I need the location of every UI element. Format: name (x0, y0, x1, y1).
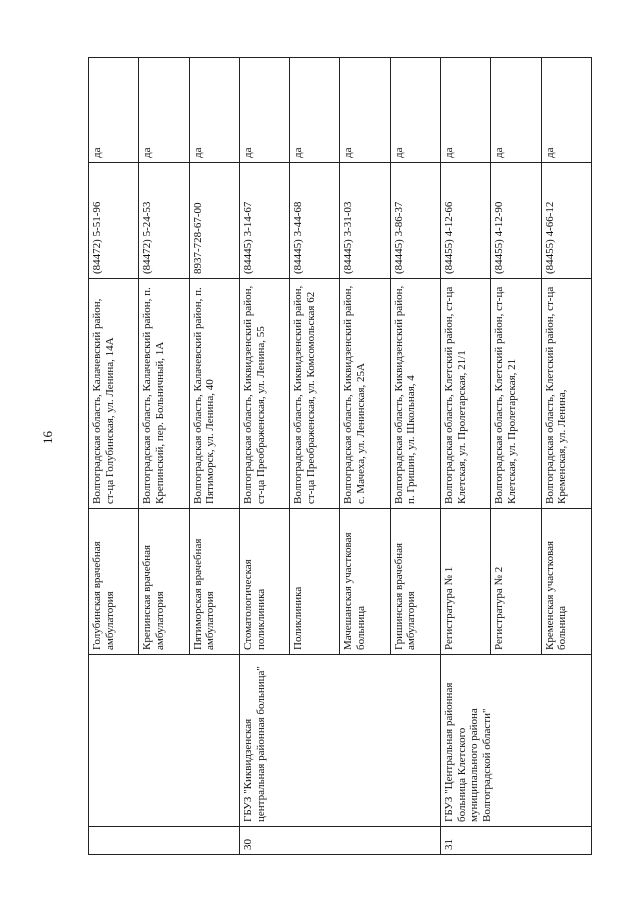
address-cell: Волгоградская область, Калачевский район, ст-ца Голубинская, ул. Ленина, 14А (89, 279, 139, 509)
org-name-cell: ГБУЗ "Киквидзенская центральная районная больница" (239, 655, 440, 827)
department-cell: Голубинская врачебная амбулатория (89, 509, 139, 655)
org-number-cell: 31 (441, 827, 592, 855)
table-row (441, 58, 491, 855)
address-cell: Волгоградская область, Калачевский район, п. Крепинский, пер. Больничный, 1А (139, 279, 189, 509)
phone-cell: (84445) 3-44-68 (290, 163, 340, 279)
org-name-cell (89, 655, 240, 827)
address-cell: Волгоградская область, Клетский район, ст-ца Клетская, ул. Пролетарская, 21/1 (441, 279, 491, 509)
department-cell: Кременская участковая больница (541, 509, 591, 655)
phone-cell: (84445) 3-14-67 (239, 163, 289, 279)
department-cell: Поликлиника (290, 509, 340, 655)
department-cell: Мачешанская участковая больница (340, 509, 390, 655)
flag-cell: да (139, 58, 189, 163)
address-cell: Волгоградская область, Киквидзенский район, ст-ца Преображенская, ул. Комсомольская 62 (290, 279, 340, 509)
page-number: 16 (40, 431, 55, 444)
table-row (89, 58, 139, 855)
department-cell: Регистратура № 2 (491, 509, 541, 655)
table-row (239, 58, 289, 855)
department-cell: Гришинская врачебная амбулатория (390, 509, 440, 655)
flag-cell: да (189, 58, 239, 163)
flag-cell: да (491, 58, 541, 163)
phone-cell: (84472) 5-51-96 (89, 163, 139, 279)
address-cell: Волгоградская область, Киквидзенский район, п. Гришин, ул. Школьная, 4 (390, 279, 440, 509)
department-cell: Пятиморская врачебная амбулатория (189, 509, 239, 655)
phone-cell: (84455) 4-12-90 (491, 163, 541, 279)
flag-cell: да (89, 58, 139, 163)
flag-cell: да (541, 58, 591, 163)
department-cell: Регистратура № 1 (441, 509, 491, 655)
address-cell: Волгоградская область, Клетский район, ст-ца Клетская, ул. Пролетарская, 21 (491, 279, 541, 509)
phone-cell: (84455) 4-12-66 (441, 163, 491, 279)
org-name-cell: ГБУЗ "Центральная районная больница Клетского муниципального района Волгоградской области" (441, 655, 592, 827)
flag-cell: да (290, 58, 340, 163)
address-cell: Волгоградская область, Киквидзенский район, с. Мачеха, ул. Ленинская, 25А (340, 279, 390, 509)
org-number-cell: 30 (239, 827, 440, 855)
phone-cell: (84472) 5-24-53 (139, 163, 189, 279)
address-cell: Волгоградская область, Клетский район, ст-ца Кременская, ул. Ленина, (541, 279, 591, 509)
organizations-table (88, 58, 592, 855)
flag-cell: да (441, 58, 491, 163)
flag-cell: да (390, 58, 440, 163)
phone-cell: (84455) 4-66-12 (541, 163, 591, 279)
address-cell: Волгоградская область, Киквидзенский район, ст-ца Преображенская, ул. Ленина, 55 (239, 279, 289, 509)
org-number-cell (89, 827, 240, 855)
department-cell: Крепинская врачебная амбулатория (139, 509, 189, 655)
address-cell: Волгоградская область, Калачевский район, п. Пятиморск, ул. Ленина, 40 (189, 279, 239, 509)
phone-cell: (84445) 3-86-37 (390, 163, 440, 279)
department-cell: Стоматологическая поликлиника (239, 509, 289, 655)
phone-cell: (84445) 3-31-03 (340, 163, 390, 279)
flag-cell: да (340, 58, 390, 163)
phone-cell: 8937-728-67-00 (189, 163, 239, 279)
flag-cell: да (239, 58, 289, 163)
